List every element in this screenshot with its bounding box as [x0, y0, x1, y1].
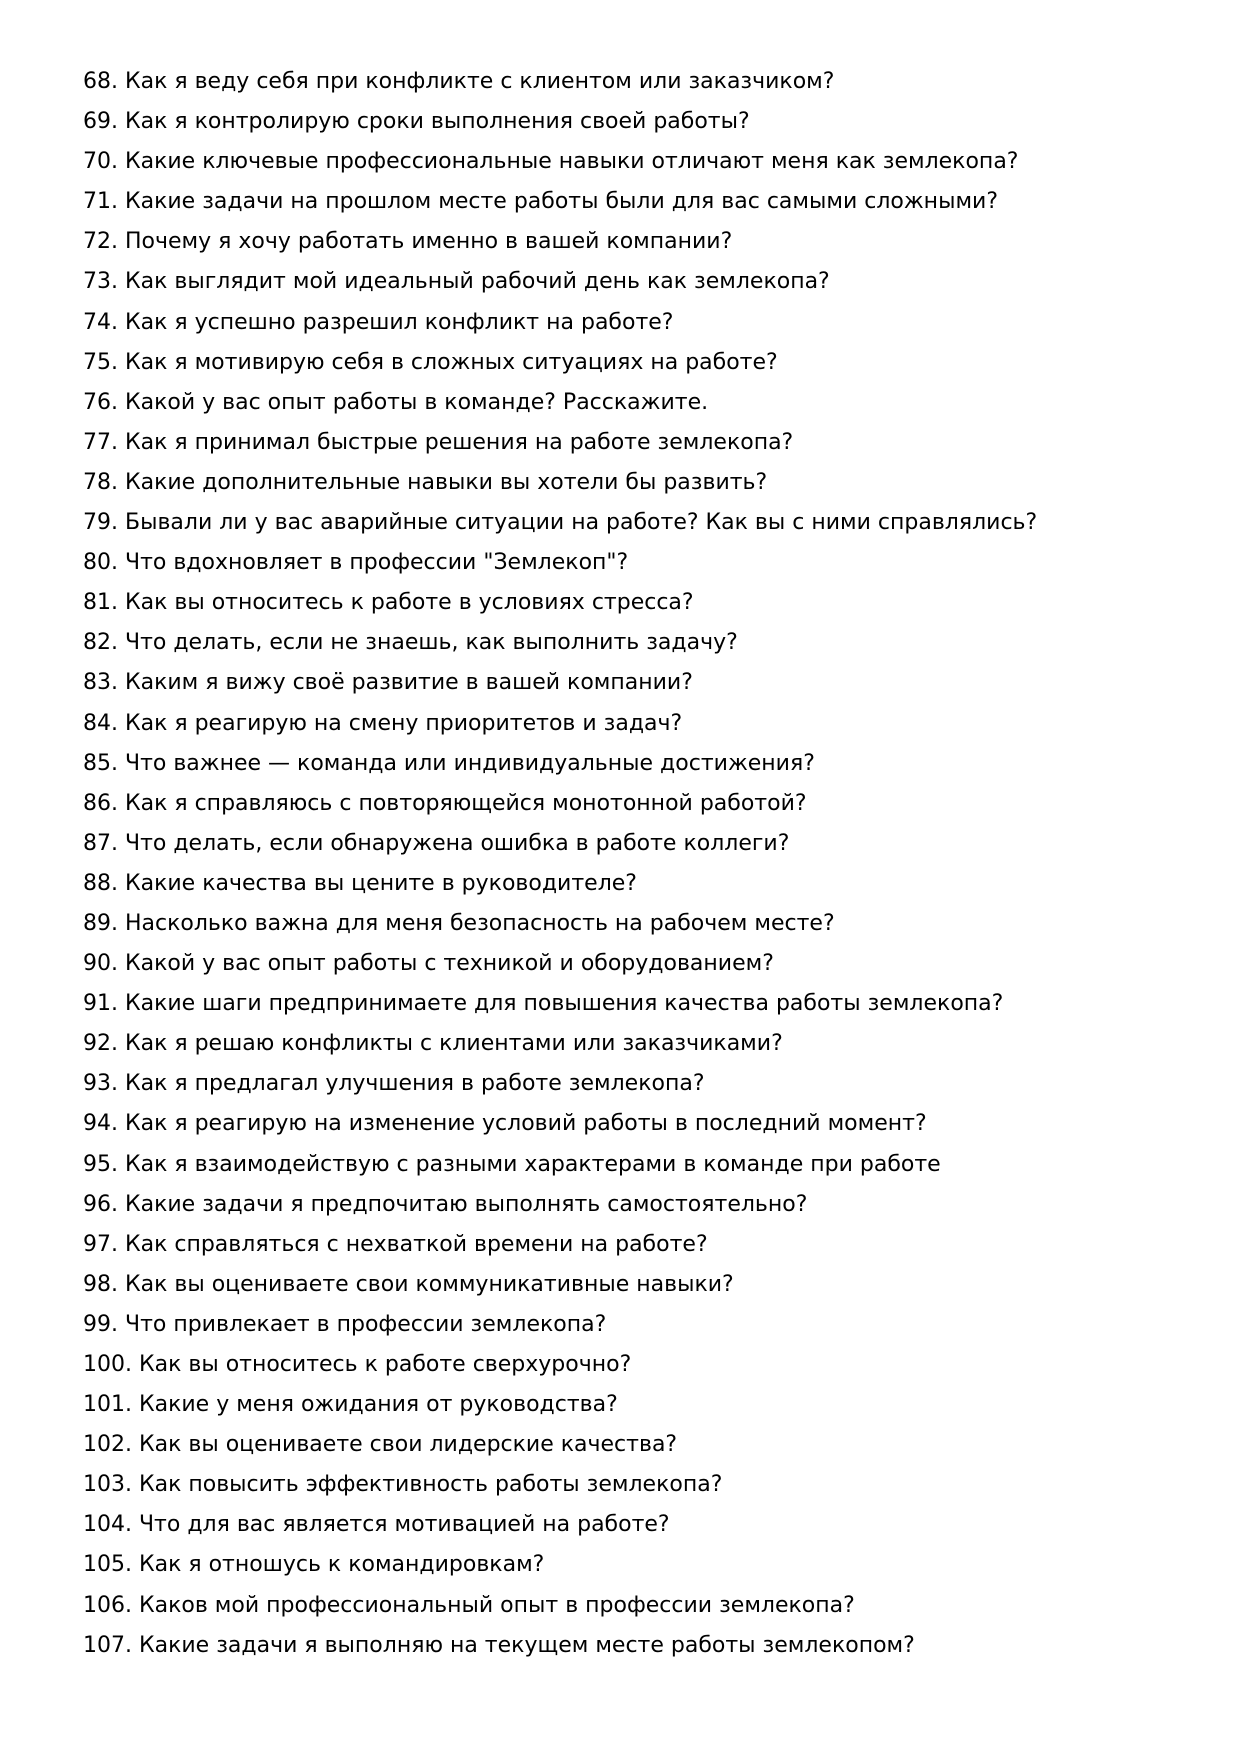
question-item: 68. Как я веду себя при конфликте с клиентом или заказчиком? [83, 69, 835, 94]
question-item: 86. Как я справляюсь с повторяющейся монотонной работой? [83, 790, 807, 816]
question-item: 88. Какие качества вы цените в руководителе? [83, 870, 637, 896]
question-item: 69. Как я контролирую сроки выполнения своей работы? [83, 109, 750, 135]
question-item: 106. Каков мой профессиональный опыт в профессии землекопа? [83, 1592, 855, 1618]
question-item: 102. Как вы оцениваете свои лидерские качества? [83, 1432, 678, 1458]
question-item: 79. Бывали ли у вас аварийные ситуации на работе? Как вы с ними справлялись? [83, 510, 1038, 536]
question-item: 97. Как справляться с нехваткой времени на работе? [83, 1231, 708, 1257]
question-item: 72. Почему я хочу работать именно в вашей компании? [83, 229, 733, 255]
question-item: 76. Какой у вас опыт работы в команде? Расскажите. [83, 389, 709, 415]
question-item: 96. Какие задачи я предпочитаю выполнять самостоятельно? [83, 1191, 808, 1217]
question-list [83, 62, 1183, 1666]
question-item: 81. Как вы относитесь к работе в условиях стресса? [83, 590, 694, 616]
question-item: 73. Как выглядит мой идеальный рабочий день как землекопа? [83, 269, 830, 295]
question-item: 101. Какие у меня ожидания от руководства? [83, 1392, 618, 1418]
question-item: 87. Что делать, если обнаружена ошибка в работе коллеги? [83, 830, 790, 856]
question-item: 100. Как вы относитесь к работе сверхурочно? [83, 1352, 632, 1377]
question-item: 71. Какие задачи на прошлом месте работы были для вас самыми сложными? [83, 189, 999, 215]
question-item: 77. Как я принимал быстрые решения на работе землекопа? [83, 429, 794, 455]
question-item: 91. Какие шаги предпринимаете для повышения качества работы землекопа? [83, 991, 1004, 1017]
question-item: 89. Насколько важна для меня безопасность на рабочем месте? [83, 910, 835, 936]
question-item: 105. Как я отношусь к командировкам? [83, 1552, 545, 1578]
question-item: 90. Какой у вас опыт работы с техникой и оборудованием? [83, 951, 774, 977]
question-item: 82. Что делать, если не знаешь, как выполнить задачу? [83, 630, 738, 656]
question-item: 84. Как я реагирую на смену приоритетов и задач? [83, 710, 683, 736]
question-item: 99. Что привлекает в профессии землекопа? [83, 1311, 607, 1337]
question-item: 74. Как я успешно разрешил конфликт на работе? [83, 309, 674, 335]
question-item: 93. Как я предлагал улучшения в работе землекопа? [83, 1071, 705, 1097]
question-item: 83. Каким я вижу своё развитие в вашей компании? [83, 670, 693, 696]
question-item: 70. Какие ключевые профессиональные навыки отличают меня как землекопа? [83, 149, 1019, 175]
question-item: 92. Как я решаю конфликты с клиентами или заказчиками? [83, 1031, 783, 1057]
question-item: 94. Как я реагирую на изменение условий работы в последний момент? [83, 1111, 927, 1137]
question-item: 98. Как вы оцениваете свои коммуникативные навыки? [83, 1271, 734, 1297]
question-item: 80. Что вдохновляет в профессии "Землекоп"? [83, 550, 629, 576]
question-item: 95. Как я взаимодействую с разными характерами в команде при работе [83, 1151, 941, 1177]
question-item: 104. Что для вас является мотивацией на работе? [83, 1512, 670, 1538]
question-item: 78. Какие дополнительные навыки вы хотели бы развить? [83, 469, 768, 495]
question-item: 85. Что важнее — команда или индивидуальные достижения? [83, 750, 815, 776]
question-item: 107. Какие задачи я выполняю на текущем месте работы землекопом? [83, 1632, 915, 1658]
question-item: 75. Как я мотивирую себя в сложных ситуациях на работе? [83, 349, 778, 375]
question-item: 103. Как повысить эффективность работы землекопа? [83, 1472, 723, 1498]
